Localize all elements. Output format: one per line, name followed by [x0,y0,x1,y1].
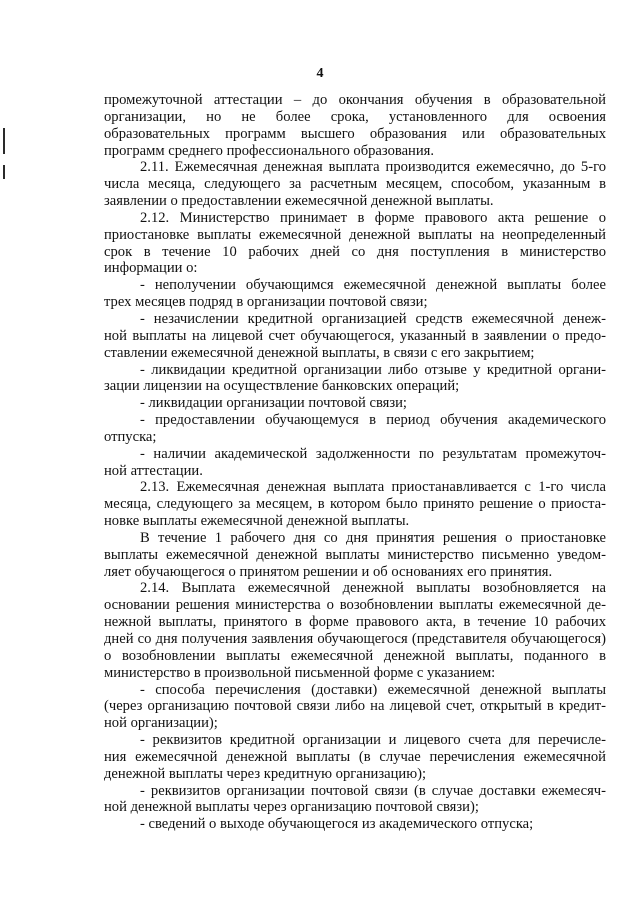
text-line: срок в течение 10 рабочих дней со дня поступления в министерство [104,243,606,260]
text-line: ной организации); [104,715,218,732]
text-line: ния ежемесячной денежной выплаты (в случае перечисления ежемесячной [104,748,606,765]
text-line: дней со дня получения заявления обучающегося (представителя обучающегося) [104,631,606,647]
text-line: - ликвидации организации почтовой связи; [140,395,407,412]
text-line: приостановке выплаты ежемесячной денежной выплаты на неопределенный [104,226,606,243]
text-line: выплаты ежемесячной денежной выплаты министерство письменно уведом- [104,546,606,563]
text-line: 2.12. Министерство принимает в форме правового акта решение о [140,209,606,226]
text-line: о возобновлении выплаты ежемесячной денежной выплаты, поданного в [104,647,606,664]
text-line: зации лицензии на осуществление банковских операций; [104,378,460,395]
text-line: числа месяца, следующего за расчетным месяцем, способом, указанным в [104,176,606,193]
text-line: В течение 1 рабочего дня со дня принятия решения о приостановке [140,529,606,546]
text-line: 2.14. Выплата ежемесячной денежной выплаты возобновляется на [140,580,606,597]
text-line: 2.13. Ежемесячная денежная выплата приостанавливается с 1-го числа [140,479,606,496]
text-line: - предоставлении обучающемуся в период обучения академического [140,412,606,429]
text-line: образовательных программ высшего образования или образовательных [104,125,606,142]
text-line: - наличии академической задолженности по результатам промежуточ- [140,445,606,462]
text-line: - незачислении кредитной организацией средств ежемесячной денеж- [140,310,606,327]
text-line: ной выплаты на лицевой счет обучающегося, указанный в заявлении о предо- [104,327,606,344]
text-line: месяца, следующего за месяцем, в котором было принято решение о приоста- [104,496,606,513]
text-line: ляет обучающегося о принятом решении и об основаниях его принятия. [104,563,553,580]
page-number: 4 [316,66,324,81]
text-line: - неполучении обучающимся ежемесячной денежной выплаты более [140,277,606,294]
text-line: министерство в произвольной письменной форме с указанием: [104,664,496,681]
text-line: заявлении о предоставлении ежемесячной денежной выплаты. [104,193,494,210]
text-line: (через организацию почтовой связи либо на лицевой счет, открытый в кредит- [104,698,606,715]
text-line: ной денежной выплаты через организацию почтовой связи); [104,799,479,816]
text-line: трех месяцев подряд в организации почтовой связи; [104,294,428,311]
text-line: новке выплаты ежемесячной денежной выплаты. [104,513,410,530]
text-line: промежуточной аттестации – до окончания обучения в образовательной [104,92,606,108]
text-line: ной аттестации. [104,462,203,479]
text-line: 2.11. Ежемесячная денежная выплата производится ежемесячно, до 5-го [140,159,606,176]
text-line: отпуска; [104,428,157,445]
text-line: ставлении ежемесячной денежной выплаты, в связи с его закрытием; [104,344,535,361]
text-line: - способа перечисления (доставки) ежемесячной денежной выплаты [140,681,606,698]
text-line: организации, но не более срока, установленного для освоения [104,108,606,125]
text-line: денежной выплаты через кредитную организацию); [104,765,427,782]
scan-edge-mark-top [3,128,5,154]
text-line: - реквизитов кредитной организации и лицевого счета для перечисле- [140,732,606,749]
text-line: - сведений о выходе обучающегося из академического отпуска; [140,816,534,833]
text-line: - реквизитов организации почтовой связи (в случае доставки ежемесяч- [140,782,606,799]
scan-edge-mark-bottom [3,165,5,179]
text-line: нежной выплаты, принятого в форме правового акта, в течение 10 рабочих [104,614,606,631]
document-body [104,92,606,833]
text-line: программ среднего профессионального образования. [104,142,435,159]
text-line: основании решения министерства о возобновлении выплаты ежемесячной де- [104,597,606,614]
text-line: - ликвидации кредитной организации либо отзыве у кредитной органи- [140,361,606,378]
text-line: информации о: [104,260,198,277]
